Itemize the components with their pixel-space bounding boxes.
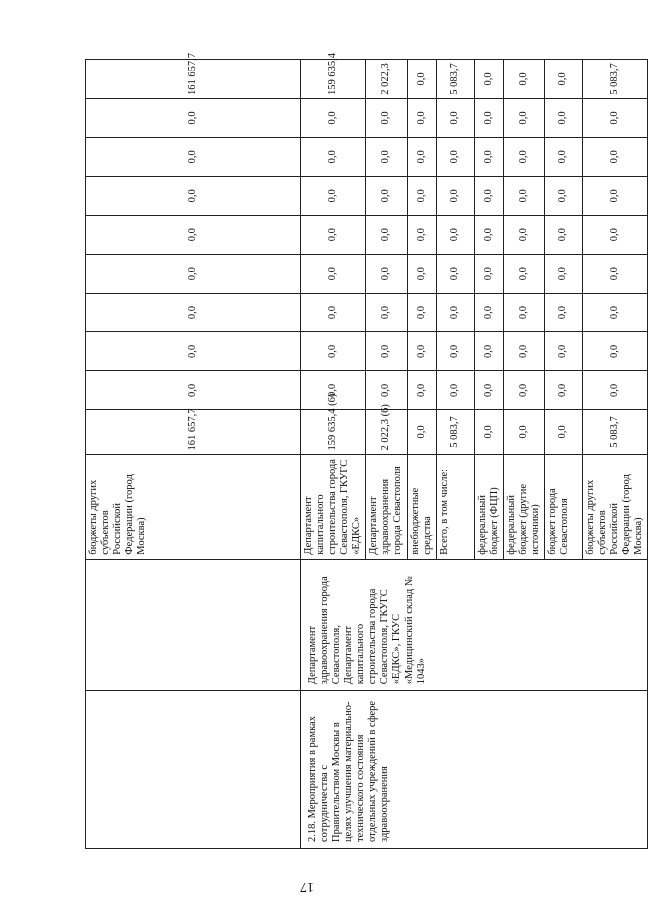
measure-title: 2.18. Мероприятия в рамках сотрудничества с Правительством Москвы в целях улучшения материально-технического состояния отдельных учреждений в сфере здравоохранения [301, 691, 648, 849]
value-cell: 2 022,3 (6) [366, 410, 407, 454]
value-cell: 0,0 [503, 98, 544, 137]
value-cell: 0,0 [582, 215, 647, 254]
value-cell: 0,0 [86, 254, 301, 293]
value-cell: 0,0 [86, 332, 301, 371]
value-cell: 0,0 [474, 176, 503, 215]
value-cell: 0,0 [582, 332, 647, 371]
value-cell: 0,0 [86, 176, 301, 215]
value-cell: 0,0 [366, 371, 407, 410]
value-cell: 0,0 [544, 293, 582, 332]
value-cell: 0,0 [301, 254, 366, 293]
value-cell: 0,0 [503, 60, 544, 99]
value-cell: 2 022,3 [366, 60, 407, 99]
value-cell: 0,0 [582, 371, 647, 410]
value-cell: 0,0 [301, 137, 366, 176]
value-cell: 0,0 [86, 98, 301, 137]
funding-table [85, 52, 648, 849]
table-row-label: Всего, в том числе: [436, 454, 474, 559]
value-cell: 0,0 [503, 254, 544, 293]
value-cell: 0,0 [301, 332, 366, 371]
value-cell: 0,0 [366, 137, 407, 176]
value-cell: 0,0 [407, 215, 436, 254]
value-cell: 0,0 [544, 410, 582, 454]
value-cell: 0,0 [582, 293, 647, 332]
table-row-label: бюджет города Севастополя [544, 454, 582, 559]
value-cell: 0,0 [366, 176, 407, 215]
value-cell: 0,0 [582, 254, 647, 293]
value-cell: 0,0 [407, 293, 436, 332]
value-cell: 0,0 [474, 254, 503, 293]
value-cell: 0,0 [301, 98, 366, 137]
value-cell: 0,0 [86, 293, 301, 332]
measure-executor: Департамент здравоохранения города Севастополя, Департамент капитального строительства города Севастополя, ГКУГС «ЕДКС», ГКУС «Медицинский склад № 1043» [301, 559, 648, 691]
value-cell: 0,0 [436, 371, 474, 410]
value-cell: 5 083,7 [582, 60, 647, 99]
value-cell: 161 657,7 [86, 410, 301, 454]
value-cell: 0,0 [407, 137, 436, 176]
value-cell: 0,0 [544, 137, 582, 176]
value-cell: 5 083,7 [436, 410, 474, 454]
value-cell: 0,0 [407, 371, 436, 410]
value-cell: 0,0 [544, 60, 582, 99]
value-cell: 5 083,7 [436, 60, 474, 99]
value-cell: 0,0 [474, 371, 503, 410]
value-cell: 0,0 [301, 176, 366, 215]
empty-cell [86, 691, 301, 849]
value-cell: 0,0 [86, 137, 301, 176]
value-cell: 0,0 [366, 254, 407, 293]
value-cell: 0,0 [474, 332, 503, 371]
value-cell: 0,0 [544, 98, 582, 137]
value-cell: 0,0 [86, 371, 301, 410]
value-cell: 0,0 [544, 332, 582, 371]
value-cell: 0,0 [407, 332, 436, 371]
value-cell: 0,0 [407, 410, 436, 454]
empty-cell [86, 559, 301, 691]
table-row-label: бюджеты других субъектов Российской Федерации (город Москва) [582, 454, 647, 559]
value-cell: 0,0 [407, 60, 436, 99]
value-cell: 0,0 [366, 293, 407, 332]
value-cell: 0,0 [366, 332, 407, 371]
value-cell: 0,0 [366, 98, 407, 137]
value-cell: 0,0 [474, 98, 503, 137]
value-cell: 0,0 [436, 332, 474, 371]
value-cell: 0,0 [582, 137, 647, 176]
value-cell: 0,0 [366, 215, 407, 254]
value-cell: 0,0 [503, 137, 544, 176]
value-cell: 0,0 [86, 215, 301, 254]
value-cell: 0,0 [407, 254, 436, 293]
value-cell: 0,0 [544, 215, 582, 254]
continuation-row [86, 60, 301, 849]
table-row-label: внебюджетные средства [407, 454, 436, 559]
value-cell: 0,0 [436, 215, 474, 254]
value-cell: 0,0 [503, 410, 544, 454]
value-cell: 5 083,7 [582, 410, 647, 454]
value-cell: 0,0 [301, 215, 366, 254]
table-row [301, 60, 366, 849]
value-cell: 0,0 [436, 254, 474, 293]
value-cell: 161 657,7 [86, 60, 301, 99]
value-cell: 0,0 [544, 176, 582, 215]
value-cell: 0,0 [407, 98, 436, 137]
value-cell: 0,0 [544, 254, 582, 293]
value-cell: 0,0 [503, 215, 544, 254]
value-cell: 0,0 [474, 137, 503, 176]
value-cell: 0,0 [503, 371, 544, 410]
value-cell: 0,0 [544, 371, 582, 410]
value-cell: 0,0 [474, 410, 503, 454]
value-cell: 0,0 [474, 293, 503, 332]
value-cell: 0,0 [503, 293, 544, 332]
value-cell: 0,0 [407, 176, 436, 215]
value-cell: 0,0 [474, 60, 503, 99]
table-row-label: федеральный бюджет (ФЦП) [474, 454, 503, 559]
table-row-label: бюджеты других субъектов Российской Федерации (город Москва) [86, 454, 301, 559]
table-row-label: Департамент капитального строительства города Севастополя, ГКУГС «ЕДКС» [301, 454, 366, 559]
value-cell: 0,0 [436, 176, 474, 215]
value-cell: 0,0 [474, 215, 503, 254]
value-cell: 0,0 [436, 98, 474, 137]
value-cell: 0,0 [503, 176, 544, 215]
value-cell: 0,0 [503, 332, 544, 371]
value-cell: 159 635,4 (6) [301, 410, 366, 454]
value-cell: 159 635,4 [301, 60, 366, 99]
page-number: 17 [300, 879, 314, 894]
value-cell: 0,0 [301, 371, 366, 410]
table-row-label: Департамент здравоохранения города Севастополя [366, 454, 407, 559]
value-cell: 0,0 [436, 137, 474, 176]
table-body [86, 52, 648, 849]
value-cell: 0,0 [436, 293, 474, 332]
value-cell: 0,0 [582, 98, 647, 137]
value-cell: 0,0 [582, 176, 647, 215]
value-cell: 0,0 [301, 293, 366, 332]
table-row-label: федеральный бюджет (другие источники) [503, 454, 544, 559]
